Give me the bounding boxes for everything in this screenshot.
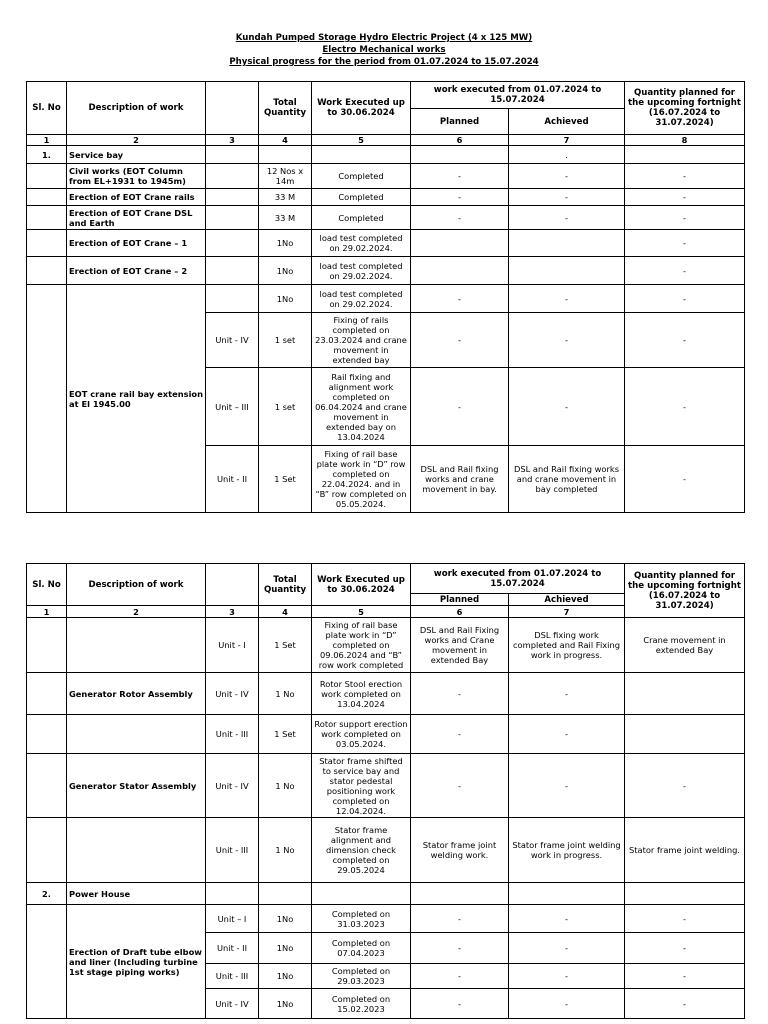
cell-executed: Stator frame shifted to service bay and stator pedestal positioning work completed on 12.04.2024. bbox=[312, 754, 411, 818]
cell-unit: Unit – III bbox=[206, 368, 259, 446]
header-planned: Planned bbox=[411, 109, 509, 135]
cell-quantity: 1No bbox=[259, 905, 312, 933]
cell-description: Generator Rotor Assembly bbox=[67, 673, 206, 715]
cell-unit: Unit - IV bbox=[206, 754, 259, 818]
header-sl-no: Sl. No bbox=[27, 82, 67, 135]
cell-planned: - bbox=[411, 206, 509, 230]
header-unit bbox=[206, 564, 259, 606]
cell-quantity: 1 Set bbox=[259, 446, 312, 513]
cell-executed: Completed on 31.03.2023 bbox=[312, 905, 411, 933]
cell-unit: Unit - II bbox=[206, 446, 259, 513]
cell-unit: Unit – I bbox=[206, 905, 259, 933]
cell-unit: Unit - IV bbox=[206, 313, 259, 368]
header-upcoming: Quantity planned for the upcoming fortnight (16.07.2024 to 31.07.2024) bbox=[625, 564, 745, 618]
cell-executed: Stator frame alignment and dimension check completed on 29.05.2024 bbox=[312, 818, 411, 883]
cell-executed: load test completed on 29.02.2024. bbox=[312, 230, 411, 257]
header-period: work executed from 01.07.2024 to 15.07.2024 bbox=[411, 82, 625, 109]
section-number: 2. bbox=[27, 883, 67, 905]
cell-planned: - bbox=[411, 715, 509, 754]
cell-executed: Completed bbox=[312, 206, 411, 230]
cell-planned: - bbox=[411, 754, 509, 818]
col-num: 2 bbox=[67, 135, 206, 146]
cell-achieved: . bbox=[509, 146, 625, 164]
col-num: 6 bbox=[411, 135, 509, 146]
cell-upcoming: - bbox=[625, 933, 745, 964]
project-title: Kundah Pumped Storage Hydro Electric Project (4 x 125 MW) bbox=[235, 33, 533, 43]
column-number-row bbox=[27, 135, 745, 146]
table-row bbox=[27, 230, 745, 257]
col-num: 5 bbox=[312, 606, 411, 618]
cell-unit: Unit - III bbox=[206, 818, 259, 883]
cell-description: Generator Stator Assembly bbox=[67, 754, 206, 818]
table-row bbox=[27, 618, 745, 673]
cell-executed: load test completed on 29.02.2024. bbox=[312, 285, 411, 313]
cell-quantity: 1No bbox=[259, 285, 312, 313]
section-row bbox=[27, 883, 745, 905]
cell-achieved: - bbox=[509, 905, 625, 933]
col-num: 7 bbox=[509, 135, 625, 146]
cell-description: Erection of EOT Crane rails bbox=[67, 189, 206, 206]
col-num: 6 bbox=[411, 606, 509, 618]
cell-quantity: 33 M bbox=[259, 206, 312, 230]
cell-quantity: 33 M bbox=[259, 189, 312, 206]
cell-executed: Completed on 29.03.2023 bbox=[312, 964, 411, 989]
cell-quantity: 1 set bbox=[259, 368, 312, 446]
cell-description: Civil works (EOT Column from EL+1931 to 1945m) bbox=[67, 164, 206, 189]
section-title: Service bay bbox=[67, 146, 206, 164]
header-total-quantity: Total Quantity bbox=[259, 564, 312, 606]
table-row bbox=[27, 257, 745, 285]
header-achieved: Achieved bbox=[509, 109, 625, 135]
cell-planned: - bbox=[411, 905, 509, 933]
cell-description: Erection of EOT Crane – 1 bbox=[67, 230, 206, 257]
header-period: work executed from 01.07.2024 to 15.07.2024 bbox=[411, 564, 625, 594]
cell-unit: Unit - II bbox=[206, 933, 259, 964]
cell-executed: Rotor support erection work completed on 03.05.2024. bbox=[312, 715, 411, 754]
cell-description: Erection of EOT Crane – 2 bbox=[67, 257, 206, 285]
cell-quantity: 1No bbox=[259, 230, 312, 257]
cell-planned: DSL and Rail fixing works and crane movement in bay. bbox=[411, 446, 509, 513]
cell-upcoming: - bbox=[625, 905, 745, 933]
cell-upcoming: - bbox=[625, 754, 745, 818]
cell-unit: Unit - IV bbox=[206, 673, 259, 715]
cell-upcoming: - bbox=[625, 285, 745, 313]
cell-executed: Completed bbox=[312, 164, 411, 189]
cell-upcoming: - bbox=[625, 230, 745, 257]
cell-quantity: 1No bbox=[259, 989, 312, 1019]
col-num: 2 bbox=[67, 606, 206, 618]
cell-upcoming: - bbox=[625, 989, 745, 1019]
cell-planned: Stator frame joint welding work. bbox=[411, 818, 509, 883]
header-total-quantity: Total Quantity bbox=[259, 82, 312, 135]
cell-executed: load test completed on 29.02.2024. bbox=[312, 257, 411, 285]
header-achieved: Achieved bbox=[509, 594, 625, 606]
table-row bbox=[27, 818, 745, 883]
cell-planned: - bbox=[411, 933, 509, 964]
cell-planned: DSL and Rail Fixing works and Crane movement in extended Bay bbox=[411, 618, 509, 673]
cell-achieved: - bbox=[509, 285, 625, 313]
cell-upcoming: - bbox=[625, 206, 745, 230]
cell-upcoming: - bbox=[625, 368, 745, 446]
cell-description: Erection of EOT Crane DSL and Earth bbox=[67, 206, 206, 230]
cell-planned: - bbox=[411, 368, 509, 446]
cell-unit: Unit - III bbox=[206, 715, 259, 754]
col-num: 3 bbox=[206, 606, 259, 618]
col-num: 4 bbox=[259, 135, 312, 146]
cell-quantity: 1 No bbox=[259, 754, 312, 818]
header-work-executed: Work Executed up to 30.06.2024 bbox=[312, 82, 411, 135]
cell-achieved: - bbox=[509, 989, 625, 1019]
document-header bbox=[0, 32, 768, 68]
cell-unit: Unit - I bbox=[206, 618, 259, 673]
cell-quantity: 1 Set bbox=[259, 715, 312, 754]
table-row bbox=[27, 905, 745, 933]
cell-quantity: 1 No bbox=[259, 818, 312, 883]
table-header-row bbox=[27, 564, 745, 594]
table-row bbox=[27, 754, 745, 818]
col-num: 5 bbox=[312, 135, 411, 146]
cell-quantity: 1 Set bbox=[259, 618, 312, 673]
header-description: Description of work bbox=[67, 82, 206, 135]
cell-quantity: 1No bbox=[259, 964, 312, 989]
cell-executed: Completed bbox=[312, 189, 411, 206]
cell-planned: - bbox=[411, 964, 509, 989]
progress-table-1 bbox=[26, 81, 745, 513]
cell-achieved: DSL and Rail fixing works and crane movement in bay completed bbox=[509, 446, 625, 513]
cell-achieved: - bbox=[509, 368, 625, 446]
cell-planned: - bbox=[411, 313, 509, 368]
header-unit bbox=[206, 82, 259, 135]
table-row bbox=[27, 164, 745, 189]
table-row bbox=[27, 673, 745, 715]
header-description: Description of work bbox=[67, 564, 206, 606]
cell-planned: - bbox=[411, 285, 509, 313]
cell-description: EOT crane rail bay extension at El 1945.00 bbox=[67, 285, 206, 513]
col-num: 3 bbox=[206, 135, 259, 146]
section-number: 1. bbox=[27, 146, 67, 164]
cell-quantity: 1 set bbox=[259, 313, 312, 368]
cell-quantity: 1No bbox=[259, 933, 312, 964]
cell-quantity: 12 Nos x 14m bbox=[259, 164, 312, 189]
col-num: 7 bbox=[509, 606, 625, 618]
cell-achieved: - bbox=[509, 715, 625, 754]
cell-executed: Completed on 15.02.2023 bbox=[312, 989, 411, 1019]
cell-planned: - bbox=[411, 189, 509, 206]
cell-executed: Rail fixing and alignment work completed on 06.04.2024 and crane movement in extended bay on 13.04.2024 bbox=[312, 368, 411, 446]
period-title: Physical progress for the period from 01.07.2024 to 15.07.2024 bbox=[229, 57, 539, 67]
table-row bbox=[27, 285, 745, 313]
cell-upcoming: - bbox=[625, 964, 745, 989]
cell-unit: Unit - IV bbox=[206, 989, 259, 1019]
cell-upcoming: - bbox=[625, 446, 745, 513]
cell-upcoming: Crane movement in extended Bay bbox=[625, 618, 745, 673]
cell-achieved: - bbox=[509, 206, 625, 230]
cell-upcoming: - bbox=[625, 313, 745, 368]
col-num: 4 bbox=[259, 606, 312, 618]
section-title: Power House bbox=[67, 883, 206, 905]
cell-quantity: 1No bbox=[259, 257, 312, 285]
table-row bbox=[27, 206, 745, 230]
cell-planned: - bbox=[411, 989, 509, 1019]
cell-achieved: - bbox=[509, 313, 625, 368]
cell-achieved: - bbox=[509, 754, 625, 818]
cell-achieved: - bbox=[509, 933, 625, 964]
cell-description: Erection of Draft tube elbow and liner (Including turbine 1st stage piping works) bbox=[67, 905, 206, 1019]
header-upcoming: Quantity planned for the upcoming fortnight (16.07.2024 to 31.07.2024) bbox=[625, 82, 745, 135]
cell-quantity: 1 No bbox=[259, 673, 312, 715]
cell-planned: - bbox=[411, 673, 509, 715]
col-num: 1 bbox=[27, 135, 67, 146]
header-planned: Planned bbox=[411, 594, 509, 606]
cell-executed: Completed on 07.04.2023 bbox=[312, 933, 411, 964]
cell-upcoming: - bbox=[625, 189, 745, 206]
cell-executed: Fixing of rail base plate work in “D” completed on 09.06.2024 and “B” row work completed bbox=[312, 618, 411, 673]
cell-executed: Rotor Stool erection work completed on 13.04.2024 bbox=[312, 673, 411, 715]
cell-achieved: - bbox=[509, 189, 625, 206]
cell-achieved: - bbox=[509, 964, 625, 989]
cell-achieved: - bbox=[509, 673, 625, 715]
cell-planned: - bbox=[411, 164, 509, 189]
cell-achieved: DSL fixing work completed and Rail Fixing work in progress. bbox=[509, 618, 625, 673]
table-row bbox=[27, 715, 745, 754]
cell-upcoming: - bbox=[625, 164, 745, 189]
table-header-row bbox=[27, 82, 745, 109]
table-row bbox=[27, 189, 745, 206]
header-sl-no: Sl. No bbox=[27, 564, 67, 606]
cell-upcoming: Stator frame joint welding. bbox=[625, 818, 745, 883]
cell-upcoming: - bbox=[625, 257, 745, 285]
cell-executed: Fixing of rail base plate work in “D” row completed on 22.04.2024. and in “B” row completed on 05.05.2024. bbox=[312, 446, 411, 513]
col-num: 1 bbox=[27, 606, 67, 618]
works-subtitle: Electro Mechanical works bbox=[322, 45, 446, 55]
cell-unit: Unit - III bbox=[206, 964, 259, 989]
cell-achieved: - bbox=[509, 164, 625, 189]
cell-executed: Fixing of rails completed on 23.03.2024 and crane movement in extended bay bbox=[312, 313, 411, 368]
section-row bbox=[27, 146, 745, 164]
cell-achieved: Stator frame joint welding work in progress. bbox=[509, 818, 625, 883]
col-num: 8 bbox=[625, 135, 745, 146]
header-work-executed: Work Executed up to 30.06.2024 bbox=[312, 564, 411, 606]
progress-table-2 bbox=[26, 563, 745, 1019]
